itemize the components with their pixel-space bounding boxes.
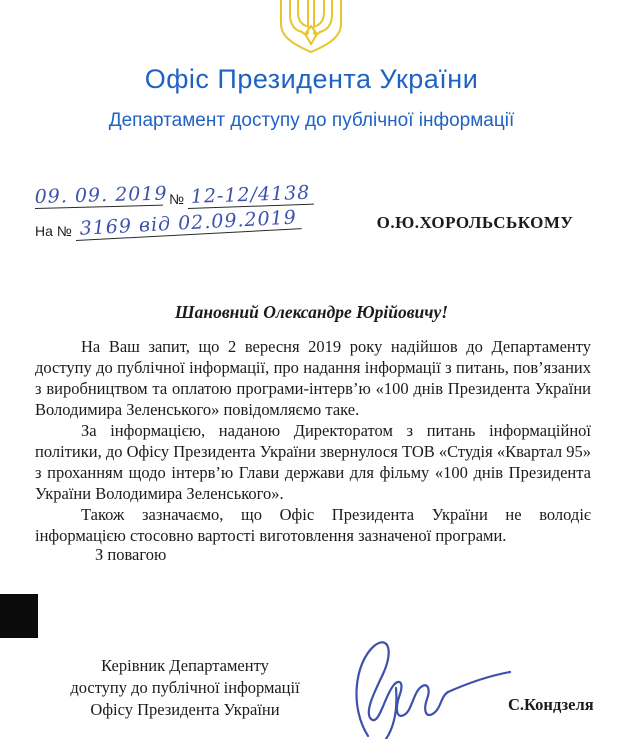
salutation: Шановний Олександре Юрійовичу! [174,302,449,322]
incoming-number-handwritten: 3169 від 02.09.2019 [75,206,302,241]
handwritten-signature [338,636,534,739]
tryzub-emblem-icon [278,0,344,56]
number-sign-label: № [169,191,185,207]
incoming-ref-line [35,206,320,241]
signer-title-line: Офісу Президента України [90,700,280,719]
signer-name: С.Кондзеля [508,695,594,714]
addressee: О.Ю.ХОРОЛЬСЬКОМУ [376,213,574,232]
reply-to-label: На № [35,223,72,239]
body-paragraph: Також зазначаємо, що Офіс Президента України не володіє інформацією стосовно вартості виготовлення зазначеної програми. [35,505,591,545]
reference-block [34,181,320,250]
outgoing-number-handwritten: 12-12/4138 [187,182,314,209]
department-name: Департамент доступу до публічної інформації [108,110,515,131]
outgoing-date-handwritten: 09. 09. 2019 [34,182,168,209]
redacted-stamp-block [0,594,38,638]
signer-title [40,655,330,721]
body-paragraph: За інформацією, наданою Директоратом з питань інформаційної політики, до Офісу Президента України звернулося ТОВ «Студія «Квартал 95» з проханням щодо інтерв’ю Глави держави для фільму «100 днів Президента України Володимира Зеленського». [35,421,591,503]
closing-phrase: З повагою [95,545,167,564]
body-paragraph: На Ваш запит, що 2 вересня 2019 року надійшов до Департаменту доступу до публічної інформації, про надання інформації з питань, пов’язаних з виробництвом та оплатою програми-інтерв’ю «100 днів Президента України Володимира Зеленського» повідомляємо таке. [35,337,591,419]
letter-body [35,336,591,546]
signer-title-line: доступу до публічної інформації [70,678,300,697]
org-name: Офіс Президента України [144,64,479,94]
outgoing-ref-line [34,181,320,209]
signer-title-line: Керівник Департаменту [101,656,269,675]
